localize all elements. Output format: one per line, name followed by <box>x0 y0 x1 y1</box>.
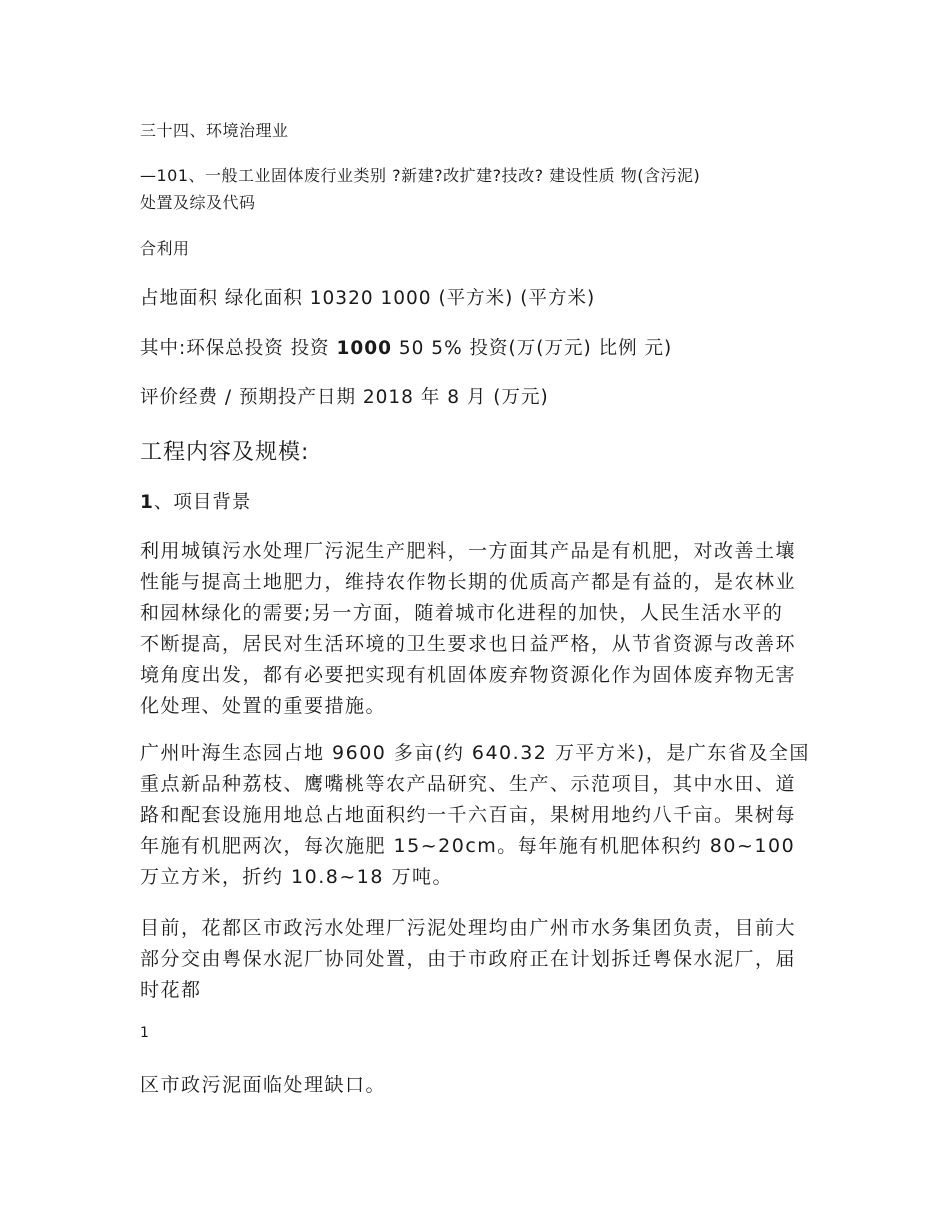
subsection-number: 1 <box>140 492 154 513</box>
paragraph-background <box>140 536 820 722</box>
paragraph-line: 路和配套设施用地总占地面积约一千六百亩，果树用地约八千亩。果树每 <box>140 804 797 826</box>
project-type-line-cont: 处置及综及代码 <box>140 193 256 212</box>
investment-line-post: 50 5% 投资(万(万元) 比例 元) <box>392 338 673 359</box>
paragraph-line: 性能与提高土地肥力，维持农作物长期的优质高产都是有益的，是农林业 <box>140 571 797 593</box>
section-heading: 工程内容及规模: <box>140 440 310 465</box>
paragraph-line: 年施有机肥两次，每次施肥 15~20cm。每年施有机肥体积约 80~100 <box>140 835 796 857</box>
investment-amount: 1000 <box>336 338 392 359</box>
paragraph-line: 广州叶海生态园占地 9600 多亩(约 640.32 万平方米)，是广东省及全国 <box>140 742 810 764</box>
paragraph-line: 目前，花都区市政污水处理厂污泥处理均由广州市水务集团负责，目前大 <box>140 917 797 939</box>
schedule-line: 评价经费 / 预期投产日期 2018 年 8 月 (万元) <box>140 387 549 408</box>
paragraph-line: 时花都 <box>140 979 202 1001</box>
investment-line-pre: 其中:环保总投资 投资 <box>140 338 337 359</box>
paragraph-line: 利用城镇污水处理厂污泥生产肥料，一方面其产品是有机肥，对改善土壤 <box>140 540 797 562</box>
industry-category-line: 三十四、环境治理业 <box>140 121 289 140</box>
subsection-heading <box>140 488 251 514</box>
subsection-title: 、项目背景 <box>153 492 252 513</box>
paragraph-line: 不断提高，居民对生活环境的卫生要求也日益严格，从节省资源与改善环 <box>140 633 797 655</box>
investment-line <box>140 334 672 360</box>
page-number: 1 <box>140 1025 150 1041</box>
paragraph-line: 和园林绿化的需要;另一方面，随着城市化进程的加快，人民生活水平的 <box>140 602 784 624</box>
paragraph-current-status <box>140 913 820 1006</box>
paragraph-line: 重点新品种荔枝、鹰嘴桃等农产品研究、生产、示范项目，其中水田、道 <box>140 773 797 795</box>
paragraph-continuation: 区市政污泥面临处理缺口。 <box>140 1074 387 1096</box>
paragraph-line: 化处理、处置的重要措施。 <box>140 695 387 717</box>
paragraph-ecopark <box>140 738 820 893</box>
utilization-line: 合利用 <box>140 239 190 258</box>
paragraph-line: 部分交由粤保水泥厂协同处置，由于市政府正在计划拆迁粤保水泥厂，届 <box>140 948 797 970</box>
project-type-line: —101、一般工业固体废行业类别 ?新建?改扩建?技改? 建设性质 物(含污泥) <box>140 166 701 185</box>
area-line: 占地面积 绿化面积 10320 1000 (平方米) (平方米) <box>140 288 596 309</box>
paragraph-line: 境角度出发，都有必要把实现有机固体废弃物资源化作为固体废弃物无害 <box>140 664 797 686</box>
paragraph-line: 万立方米，折约 10.8~18 万吨。 <box>140 866 453 888</box>
